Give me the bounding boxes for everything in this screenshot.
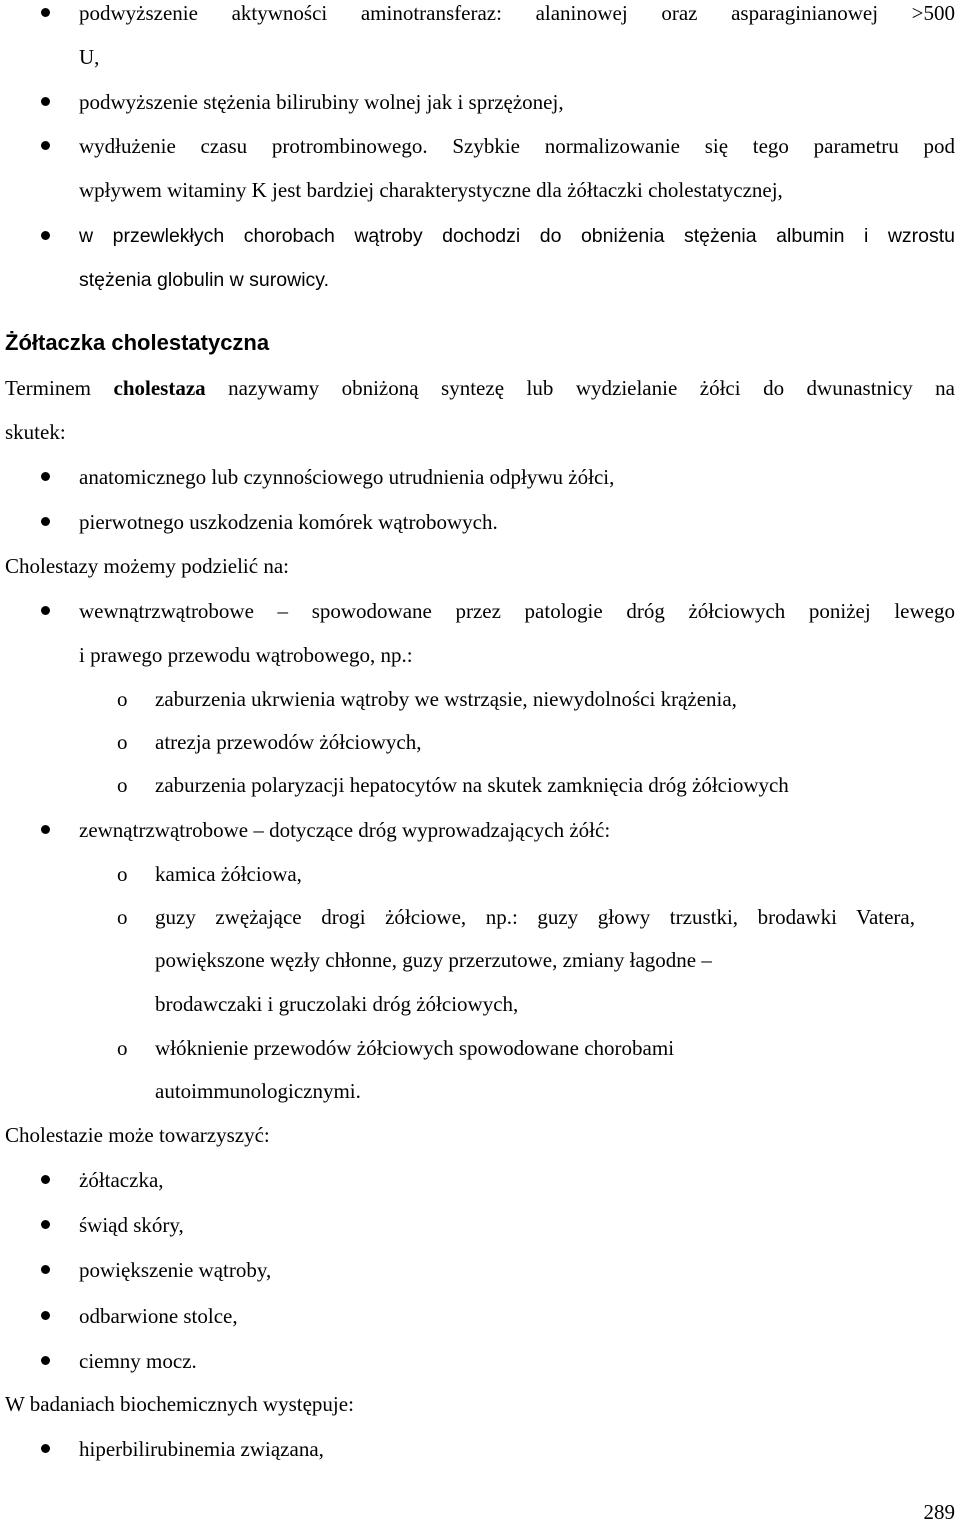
- bullet-icon: [41, 97, 50, 106]
- paragraph: Cholestazie może towarzyszyć:: [5, 1123, 270, 1147]
- list-item-text: odbarwione stolce,: [79, 1304, 238, 1328]
- bullet-icon: [41, 1175, 50, 1184]
- bullet-icon: [41, 231, 50, 240]
- sub-list-item-text: guzy zwężające drogi żółciowe, np.: guzy głowy trzustki, brodawki Vatera,: [155, 905, 915, 929]
- sub-bullet-icon: o: [117, 905, 128, 929]
- list-item-text: świąd skóry,: [79, 1213, 184, 1237]
- sub-list-item-text: powiększone węzły chłonne, guzy przerzutowe, zmiany łagodne –: [155, 948, 712, 972]
- list-item-text: anatomicznego lub czynnościowego utrudnienia odpływu żółci,: [79, 465, 615, 489]
- sub-bullet-icon: o: [117, 730, 128, 754]
- sub-bullet-icon: o: [117, 687, 128, 711]
- bullet-icon: [41, 1444, 50, 1453]
- section-heading: Żółtaczka cholestatyczna: [5, 330, 270, 355]
- definition-paragraph: [5, 375, 955, 401]
- definition-continuation: skutek:: [5, 420, 66, 444]
- list-item-text: żółtaczka,: [79, 1168, 164, 1192]
- bullet-icon: [41, 1265, 50, 1274]
- sub-list-item-text: atrezja przewodów żółciowych,: [155, 730, 422, 754]
- page-number: 289: [923, 1500, 955, 1524]
- list-item-text: zewnątrzwątrobowe – dotyczące dróg wyprowadzających żółć:: [79, 818, 611, 842]
- bullet-icon: [41, 1356, 50, 1365]
- bullet-icon: [41, 517, 50, 526]
- sub-list-item-text: autoimmunologicznymi.: [155, 1079, 361, 1103]
- bullet-icon: [41, 606, 50, 615]
- bullet-icon: [41, 825, 50, 834]
- paragraph: W badaniach biochemicznych występuje:: [5, 1392, 354, 1416]
- sub-list-item-text: zaburzenia ukrwienia wątroby we wstrząsie, niewydolności krążenia,: [155, 687, 737, 711]
- list-item-text: podwyższenie stężenia bilirubiny wolnej jak i sprzężonej,: [79, 90, 564, 114]
- list-item-text: pierwotnego uszkodzenia komórek wątrobowych.: [79, 510, 498, 534]
- sub-bullet-icon: o: [117, 1036, 128, 1060]
- term-cholestaza: cholestaza: [113, 376, 206, 400]
- list-item-text: U,: [79, 45, 100, 69]
- bullet-icon: [41, 141, 50, 150]
- sub-bullet-icon: o: [117, 862, 128, 886]
- list-item-text: wewnątrzwątrobowe – spowodowane przez patologie dróg żółciowych poniżej lewego: [79, 599, 955, 623]
- list-item-text: ciemny mocz.: [79, 1349, 197, 1373]
- list-item-text: i prawego przewodu wątrobowego, np.:: [79, 643, 413, 667]
- list-item-text: hiperbilirubinemia związana,: [79, 1437, 324, 1461]
- sub-list-item-text: kamica żółciowa,: [155, 862, 302, 886]
- bullet-icon: [41, 1220, 50, 1229]
- sub-list-item-text: brodawczaki i gruczolaki dróg żółciowych,: [155, 992, 519, 1016]
- sub-list-item-text: zaburzenia polaryzacji hepatocytów na skutek zamknięcia dróg żółciowych: [155, 773, 789, 797]
- definition-text: Terminem: [5, 376, 114, 400]
- sub-list-item-text: włóknienie przewodów żółciowych spowodowane chorobami: [155, 1036, 675, 1060]
- definition-text: nazywamy obniżoną syntezę lub wydzielanie żółci do dwunastnicy na: [205, 376, 956, 400]
- paragraph: Cholestazy możemy podzielić na:: [5, 554, 289, 578]
- sub-bullet-icon: o: [117, 773, 128, 797]
- bullet-icon: [41, 472, 50, 481]
- list-item-text: w przewlekłych chorobach wątroby dochodzi do obniżenia stężenia albumin i wzrostu: [79, 225, 955, 247]
- list-item-text: powiększenie wątroby,: [79, 1258, 272, 1282]
- list-item-text: wpływem witaminy K jest bardziej charakterystyczne dla żółtaczki cholestatycznej,: [79, 178, 783, 202]
- list-item-text: podwyższenie aktywności aminotransferaz: alaninowej oraz asparaginianowej >500: [79, 1, 955, 25]
- bullet-icon: [41, 1311, 50, 1320]
- bullet-icon: [41, 8, 50, 17]
- list-item-text: stężenia globulin w surowicy.: [79, 269, 330, 291]
- list-item-text: wydłużenie czasu protrombinowego. Szybkie normalizowanie się tego parametru pod: [79, 134, 955, 158]
